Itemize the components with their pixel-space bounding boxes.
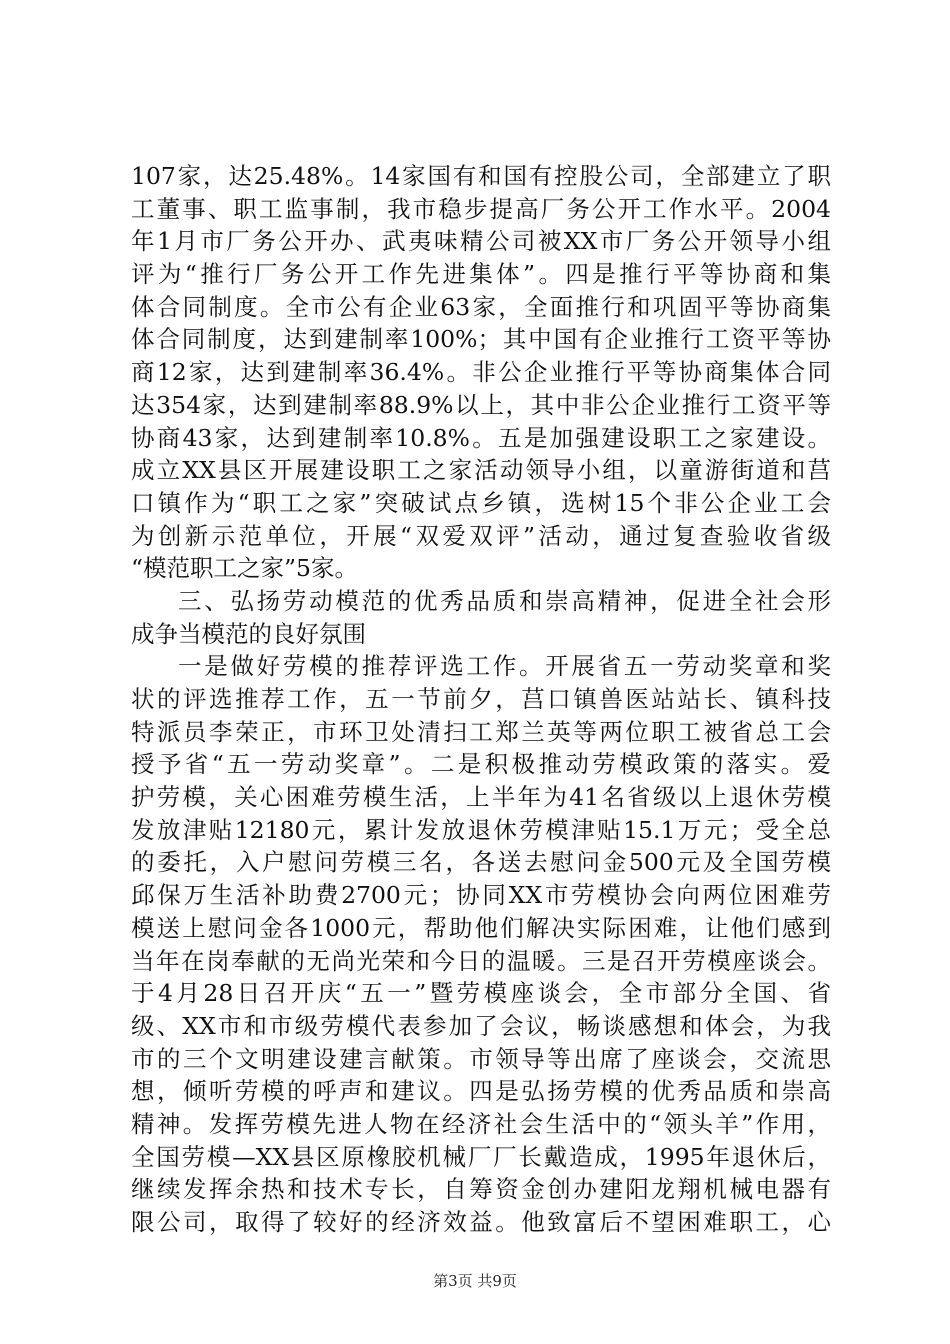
body-text [131,160,831,1239]
page-number-footer: 第3页 共9页 [433,1272,517,1290]
section-heading-line: 成争当模范的良好氛围 [131,619,366,648]
text-line: 体合同制度。全市公有企业63家，全面推行和巩固平等协商集 [131,292,831,321]
text-line: 市的三个文明建设建言献策。市领导等出席了座谈会，交流思 [131,1044,831,1073]
text-line: 授予省“五一劳动奖章”。二是积极推动劳模政策的落实。爱 [131,750,831,779]
text-line: 工董事、职工监事制，我市稳步提高厂务公开工作水平。2004 [131,194,831,223]
text-line: 状的评选推荐工作，五一节前夕，莒口镇兽医站站长、镇科技 [131,685,831,713]
text-line: 协商43家，达到建制率10.8%。五是加强建设职工之家建设。 [131,423,831,452]
text-line: 发放津贴12180元，累计发放退休劳模津贴15.1万元；受全总 [131,815,831,844]
text-line: 成立XX县区开展建设职工之家活动领导小组，以童游街道和莒 [131,456,831,485]
text-line: 107家，达25.48%。14家国有和国有控股公司，全部建立了职 [131,162,831,190]
text-line: 精神。发挥劳模先进人物在经济社会生活中的“领头羊”作用， [131,1109,831,1138]
text-line: 口镇作为“职工之家”突破试点乡镇，选树15个非公企业工会 [131,488,831,517]
text-line: 想，倾听劳模的呼声和建议。四是弘扬劳模的优秀品质和崇高 [131,1077,831,1106]
text-line: 护劳模，关心困难劳模生活，上半年为41名省级以上退休劳模 [131,783,831,812]
text-line: 一是做好劳模的推荐评选工作。开展省五一劳动奖章和奖 [178,652,831,681]
text-line: 全国劳模—XX县区原橡胶机械厂厂长戴造成，1995年退休后， [131,1142,831,1171]
text-line: 模送上慰问金各1000元，帮助他们解决实际困难，让他们感到 [131,913,831,942]
text-line: 的委托，入户慰问劳模三名，各送去慰问金500元及全国劳模 [131,848,831,877]
text-line: 为创新示范单位，开展“双爱双评”活动，通过复查验收省级 [131,521,831,550]
text-line: 特派员李荣正，市环卫处清扫工郑兰英等两位职工被省总工会 [131,717,831,746]
text-line: 达354家，达到建制率88.9%以上，其中非公企业推行工资平等 [131,390,831,419]
text-line: 体合同制度，达到建制率100%；其中国有企业推行工资平等协 [131,325,831,354]
text-line: 评为“推行厂务公开工作先进集体”。四是推行平等协商和集 [131,260,831,289]
text-line: 当年在岗奉献的无尚光荣和今日的温暖。三是召开劳模座谈会。 [131,946,831,975]
text-line: “模范职工之家”5家。 [131,554,358,583]
text-line: 继续发挥余热和技术专长，自筹资金创办建阳龙翔机械电器有 [131,1175,831,1204]
text-line: 级、XX市和市级劳模代表参加了会议，畅谈感想和体会，为我 [131,1011,831,1040]
text-line: 限公司，取得了较好的经济效益。他致富后不望困难职工，心 [131,1208,831,1236]
text-line: 邱保万生活补助费2700元；协同XX市劳模协会向两位困难劳 [131,881,831,910]
text-line: 于4月28日召开庆“五一”暨劳模座谈会，全市部分全国、省 [131,979,831,1008]
text-line: 商12家，达到建制率36.4%。非公企业推行平等协商集体合同 [131,358,831,387]
section-heading-line: 三、弘扬劳动模范的优秀品质和崇高精神，促进全社会形 [178,586,831,615]
text-line: 年1月市厂务公开办、武夷味精公司被XX市厂务公开领导小组 [131,227,831,256]
